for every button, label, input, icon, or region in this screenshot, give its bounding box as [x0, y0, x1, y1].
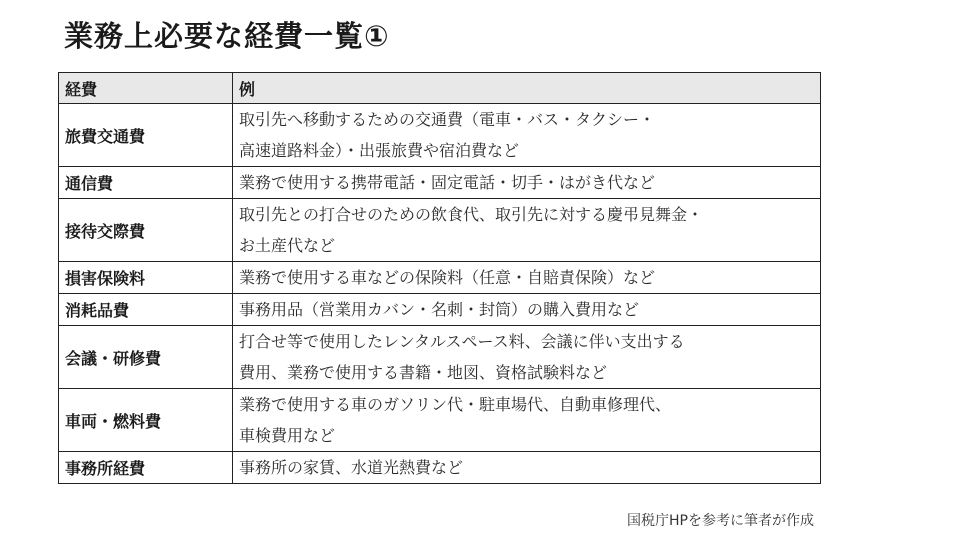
- table-row: [59, 104, 821, 167]
- expense-example: [233, 104, 821, 167]
- expense-category: 損害保険料: [59, 262, 233, 294]
- example-line: 車検費用など: [239, 426, 336, 445]
- table-row: [59, 294, 821, 326]
- expense-category: 消耗品費: [59, 294, 233, 326]
- expense-table: [58, 72, 821, 484]
- expense-example: [233, 199, 821, 262]
- expense-category: 車両・燃料費: [59, 389, 233, 452]
- table-header-row: [59, 73, 821, 104]
- page-title: 業務上必要な経費一覧①: [64, 19, 390, 53]
- example-line: 取引先との打合せのための飲食代、取引先に対する慶弔見舞金・: [239, 205, 704, 224]
- expense-example: [233, 326, 821, 389]
- example-line: 業務で使用する携帯電話・固定電話・切手・はがき代など: [239, 173, 656, 192]
- table-row: [59, 199, 821, 262]
- expense-category: 旅費交通費: [59, 104, 233, 167]
- expense-example: [233, 262, 821, 294]
- header-expense: 経費: [59, 73, 233, 104]
- example-line: 業務で使用する車のガソリン代・駐車場代、自動車修理代、: [239, 395, 672, 414]
- example-line: 高速道路料金）・出張旅費や宿泊費など: [239, 141, 520, 160]
- expense-example: [233, 389, 821, 452]
- table-row: [59, 262, 821, 294]
- expense-category: 接待交際費: [59, 199, 233, 262]
- table-row: [59, 167, 821, 199]
- expense-category: 事務所経費: [59, 452, 233, 484]
- example-line: 取引先へ移動するための交通費（電車・バス・タクシー・: [239, 110, 656, 129]
- example-line: 業務で使用する車などの保険料（任意・自賠責保険）など: [239, 268, 656, 287]
- expense-example: [233, 294, 821, 326]
- expense-category: 通信費: [59, 167, 233, 199]
- example-line: 事務所の家賃、水道光熱費など: [239, 458, 464, 477]
- example-line: お土産代など: [239, 236, 336, 255]
- header-example: 例: [233, 73, 821, 104]
- table-row: [59, 326, 821, 389]
- expense-category: 会議・研修費: [59, 326, 233, 389]
- expense-example: [233, 452, 821, 484]
- table-row: [59, 389, 821, 452]
- example-line: 打合せ等で使用したレンタルスペース料、会議に伴い支出する: [239, 332, 685, 351]
- table-row: [59, 452, 821, 484]
- example-line: 費用、業務で使用する書籍・地図、資格試験料など: [239, 363, 608, 382]
- example-line: 事務用品（営業用カバン・名刺・封筒）の購入費用など: [239, 300, 640, 319]
- source-note: 国税庁HPを参考に筆者が作成: [627, 513, 814, 529]
- expense-example: [233, 167, 821, 199]
